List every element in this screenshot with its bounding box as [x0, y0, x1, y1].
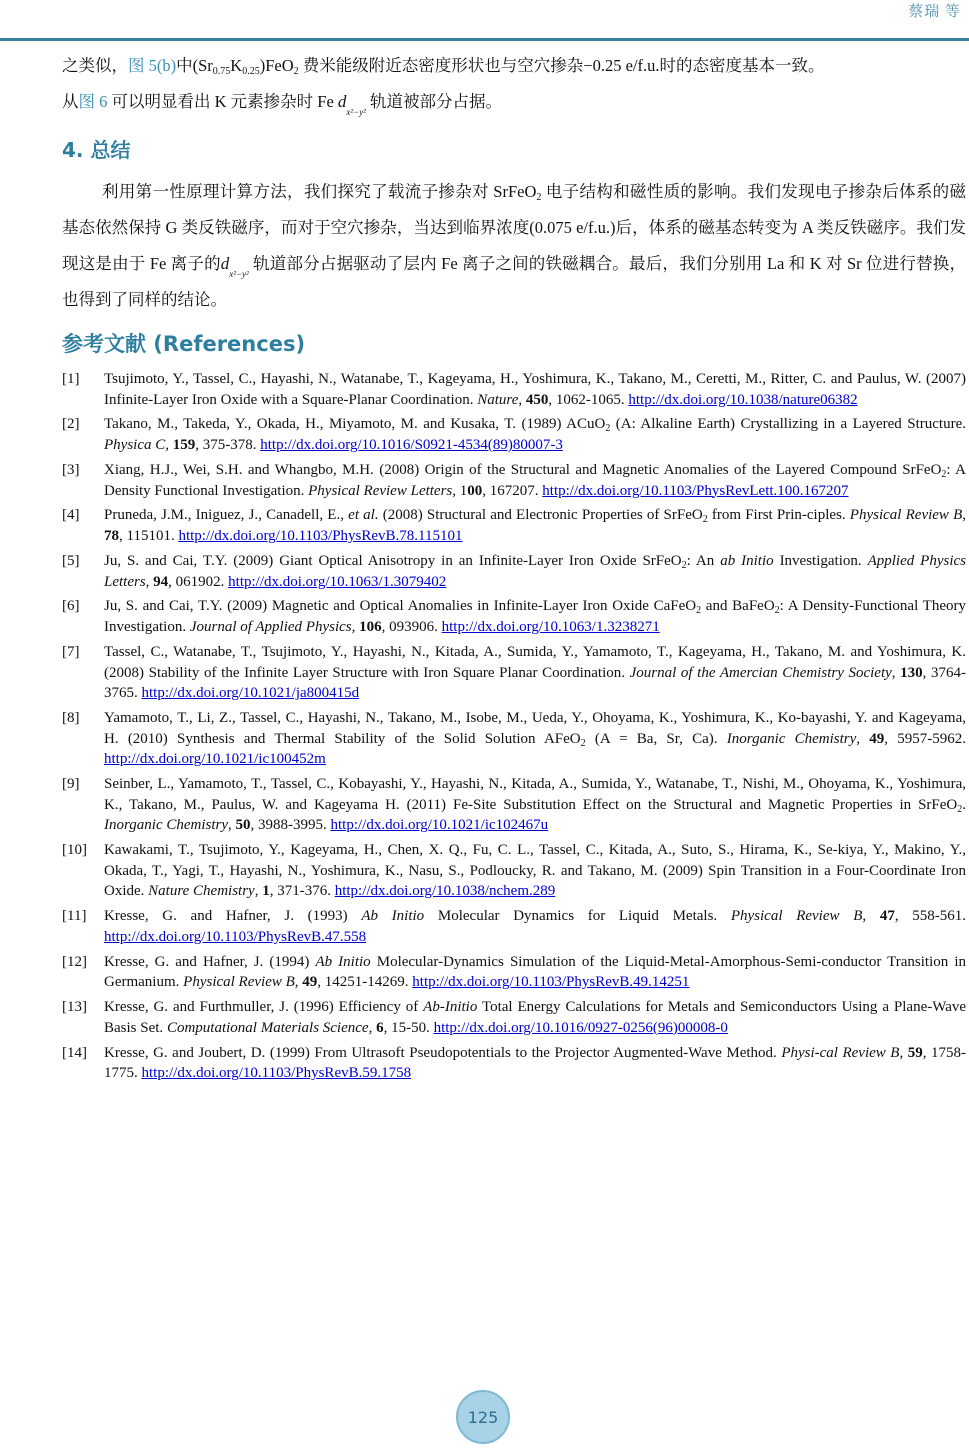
italic-text: Nature Chemistry	[148, 883, 255, 900]
reference-text	[104, 596, 966, 637]
text: 电子结构和磁性质的影响。我们发现电子掺杂后体系的磁基态依然保持 G 类反铁磁序，而对于空穴掺杂，当达到临界浓度(0.075 e/f.u.)后，体系的磁基态转变为 A 类反铁磁序。我们发现这是由于 Fe 离子的	[62, 182, 967, 273]
reference-number: [14]	[62, 1044, 87, 1061]
running-header-authors: 蔡瑞 等	[908, 4, 961, 20]
summary-paragraph	[62, 174, 966, 318]
text: : An	[686, 552, 721, 569]
reference-text	[104, 369, 966, 410]
text: , 093906.	[381, 619, 442, 636]
reference-number: [4]	[62, 507, 80, 524]
italic-text: Applied Physics Letters	[104, 552, 966, 590]
subscript: 2	[957, 803, 963, 815]
italic-text: Journal of Applied Physics	[189, 619, 352, 636]
figure-6-link[interactable]: 图 6	[78, 92, 108, 111]
reference-text	[104, 997, 966, 1038]
text: ,	[145, 573, 154, 590]
reference-item	[62, 596, 966, 637]
text: Total Energy Calculations for Metals and Semiconductors Using a Plane-Wave Basis Set.	[104, 999, 967, 1036]
subscript: 2	[702, 514, 708, 526]
intro-paragraph	[62, 48, 966, 120]
text: , 3764-3765.	[104, 664, 966, 702]
reference-item	[62, 551, 966, 592]
text: and BaFeO	[701, 598, 775, 615]
text: ,	[891, 664, 901, 681]
volume: 6	[376, 1019, 384, 1036]
reference-item	[62, 952, 966, 993]
text: .	[962, 796, 966, 813]
volume: 159	[172, 437, 196, 454]
reference-number: [11]	[62, 908, 87, 925]
text: Kawakami, T., Tsujimoto, Y., Kageyama, H., Chen, X. Q., Fu, C. L., Tassel, C., Kitada, A., Suto, S., Hirama, K., Se-kiya, Y., Makino, Y., Okada, T., Yagi, T., Hayashi, N., Yoshimura, K., Nasu, S., Podloucky, R. and Takano, M. (2009) Spin Transition in a Four-Coordinate Iron Oxide.	[104, 842, 966, 900]
doi-link[interactable]: http://dx.doi.org/10.1103/PhysRevB.78.115101	[178, 528, 463, 545]
text: Kresse, G. and Hafner, J. (1994)	[104, 953, 316, 970]
volume: 59	[907, 1044, 923, 1061]
reference-item	[62, 774, 966, 836]
reference-number: [13]	[62, 999, 87, 1016]
reference-item	[62, 906, 966, 947]
text: (A: Alkaline Earth) Crystallizing in a Layered Structure.	[610, 416, 966, 433]
subscript: 2	[293, 66, 299, 77]
text: Molecular-Dynamics Simulation of the Liquid-Metal-Amorphous-Semi-conductor Transition in Germanium.	[104, 953, 966, 991]
text: 费米能级附近态密度形状也与空穴掺杂−0.25 e/f.u.时的态密度基本一致。	[298, 56, 825, 75]
text: Takano, M., Takeda, Y., Okada, H., Miyamoto, M. and Kusaka, T. (1989) ACuO	[104, 416, 606, 433]
italic-text: Inorganic Chemistry	[104, 817, 229, 834]
doi-link[interactable]: http://dx.doi.org/10.1038/nature06382	[628, 391, 858, 408]
volume: 78	[104, 528, 119, 545]
subscript: 2	[774, 605, 780, 617]
text: Seinber, L., Yamamoto, T., Tassel, C., Kobayashi, Y., Hayashi, N., Kitada, A., Sumida, Y., Watanabe, T., Nishi, M., Ohoyama, K., Yoshimura, K., Takano, M., Paulus, W. and Kageyama H. (2011) Fe-Site Substitution Effect on the Structural and Magnetic Properties in SrFeO	[104, 776, 966, 813]
reference-number: [7]	[62, 643, 80, 660]
text: Xiang, H.J., Wei, S.H. and Whangbo, M.H. (2008) Origin of the Structural and Magnetic Anomalies of the Layered Compound SrFeO	[104, 461, 942, 478]
reference-text	[104, 840, 966, 902]
reference-number: [6]	[62, 598, 80, 615]
doi-link[interactable]: http://dx.doi.org/10.1038/nchem.289	[334, 883, 556, 900]
italic-text: Ab-Initio	[423, 999, 478, 1016]
subscript: 0.25	[242, 66, 260, 77]
volume: 1	[262, 883, 270, 900]
reference-number: [1]	[62, 371, 80, 387]
reference-number: [3]	[62, 461, 80, 478]
reference-text	[104, 1043, 966, 1084]
reference-item	[62, 414, 966, 455]
reference-item	[62, 460, 966, 501]
text: , 061902.	[168, 573, 229, 590]
text: , 375-378.	[195, 437, 261, 454]
reference-number: [8]	[62, 709, 80, 726]
doi-link[interactable]: http://dx.doi.org/10.1021/ja800415d	[141, 685, 360, 702]
text: Yamamoto, T., Li, Z., Tassel, C., Hayashi, N., Takano, M., Isobe, M., Ueda, Y., Ohoyama, K., Yoshimura, K., Ko-bayashi, Y. and Kageyama, H. (2010) Synthesis and Thermal Stability of the Solid Solution AFeO	[104, 709, 966, 747]
reference-text	[104, 952, 966, 993]
text: : A Density Functional Investigation.	[104, 461, 966, 499]
subscript: 2	[696, 605, 702, 617]
text: ,	[518, 391, 526, 408]
doi-link[interactable]: http://dx.doi.org/10.1103/PhysRevLett.100.167207	[542, 482, 849, 499]
references-heading: 参考文献 (References)	[62, 332, 306, 356]
text: Investigation.	[773, 552, 868, 569]
italic-text: Nature	[477, 391, 519, 408]
text: : A Density-Functional Theory Investigation.	[104, 598, 966, 636]
reference-item	[62, 505, 966, 546]
subscript: 2	[941, 468, 947, 480]
text: from First Prin-ciples.	[707, 507, 850, 524]
text: ,	[962, 507, 967, 524]
reference-number: [10]	[62, 842, 87, 859]
text: Kresse, G. and Hafner, J. (1993)	[104, 908, 362, 925]
doi-link[interactable]: http://dx.doi.org/10.1103/PhysRevB.59.1758	[141, 1065, 412, 1082]
italic-text: Ab Initio	[361, 908, 425, 925]
orbital-symbol: d	[337, 92, 347, 111]
text: Kresse, G. and Furthmuller, J. (1996) Efficiency of	[104, 999, 424, 1016]
text: 中(Sr	[176, 56, 213, 75]
reference-text	[104, 460, 966, 501]
italic-text: Physical Review B	[849, 507, 963, 524]
reference-number: [9]	[62, 776, 80, 793]
italic-text: Inorganic Chemistry	[726, 730, 857, 747]
text: , 14251-14269.	[317, 974, 413, 991]
text: , 558-561.	[894, 908, 967, 925]
doi-link[interactable]: http://dx.doi.org/10.1063/1.3238271	[441, 619, 660, 636]
text: )FeO	[259, 56, 294, 75]
doi-link[interactable]: http://dx.doi.org/10.1021/ic102467u	[330, 817, 549, 834]
reference-text	[104, 774, 966, 836]
reference-item	[62, 997, 966, 1038]
text: , 1	[452, 482, 468, 499]
volume: 49	[869, 730, 885, 747]
orbital-subscript: x²−y²	[346, 107, 366, 117]
reference-item	[62, 840, 966, 902]
italic-text: Physical Review B	[183, 974, 295, 991]
section-heading-summary: 4. 总结	[62, 138, 131, 162]
text: ,	[856, 730, 870, 747]
header-divider	[0, 38, 969, 41]
doi-link[interactable]: http://dx.doi.org/10.1103/PhysRevB.49.14251	[412, 974, 690, 991]
volume: 94	[153, 573, 169, 590]
text: ,	[294, 974, 303, 991]
orbital-subscript: x²−y²	[229, 269, 249, 279]
reference-text	[104, 708, 966, 770]
reference-item	[62, 1043, 966, 1084]
reference-number: [5]	[62, 552, 80, 569]
reference-number: [2]	[62, 416, 80, 433]
italic-text: et al.	[348, 507, 379, 524]
reference-number: [12]	[62, 953, 87, 970]
text: ,	[254, 883, 263, 900]
text: (2008) Structural and Electronic Properties of SrFeO	[378, 507, 703, 524]
text: K	[230, 56, 243, 75]
text: Ju, S. and Cai, T.Y. (2009) Giant Optical Anisotropy in an Infinite-Layer Iron Oxide SrFeO	[104, 552, 682, 569]
text: ,	[351, 619, 360, 636]
text: 利用第一性原理计算方法，我们探究了载流子掺杂对 SrFeO	[102, 182, 537, 201]
text: 之类似，	[62, 56, 128, 75]
figure-5b-link[interactable]: 图 5(b)	[128, 56, 177, 75]
text: , 1062-1065.	[548, 391, 629, 408]
subscript: 2	[681, 559, 687, 571]
page-number: 125	[456, 1390, 510, 1444]
volume: 106	[359, 619, 382, 636]
italic-text: Physical Review Letters	[308, 482, 453, 499]
text: , 115101.	[119, 528, 179, 545]
subscript: 2	[536, 192, 542, 203]
text: Kresse, G. and Joubert, D. (1999) From Ultrasoft Pseudopotentials to the Projector Augmented-Wave Method.	[104, 1044, 782, 1061]
doi-link[interactable]: http://dx.doi.org/10.1103/PhysRevB.47.558	[104, 928, 367, 945]
doi-link[interactable]: http://dx.doi.org/10.1021/ic100452m	[104, 751, 326, 768]
reference-text	[104, 414, 966, 455]
volume: 50	[235, 817, 251, 834]
text: (A = Ba, Sr, Ca).	[585, 730, 727, 747]
text: , 3988-3995.	[250, 817, 331, 834]
text: , 5957-5962.	[884, 730, 967, 747]
reference-item	[62, 369, 966, 410]
volume: 450	[525, 391, 549, 408]
italic-text: Physi-cal Review B	[781, 1044, 900, 1061]
text: , 167207.	[482, 482, 543, 499]
text: Pruneda, J.M., Iniguez, J., Canadell, E.,	[104, 507, 349, 524]
doi-link[interactable]: http://dx.doi.org/10.1016/0927-0256(96)00008-0	[433, 1019, 728, 1036]
text: , 15-50.	[383, 1019, 434, 1036]
text: ,	[899, 1044, 908, 1061]
text: 可以明显看出 K 元素掺杂时 Fe	[107, 92, 338, 111]
text: , 1758-1775.	[104, 1044, 966, 1082]
text: Molecular Dynamics for Liquid Metals.	[424, 908, 731, 925]
italic-text: Journal of the Amercian Chemistry Society	[629, 664, 892, 681]
doi-link[interactable]: http://dx.doi.org/10.1063/1.3079402	[228, 573, 447, 590]
orbital-symbol: d	[220, 254, 230, 273]
volume: 47	[879, 908, 895, 925]
reference-text	[104, 906, 966, 947]
text: Ju, S. and Cai, T.Y. (2009) Magnetic and Optical Anomalies in Infinite-Layer Iron Oxide CaFeO	[104, 598, 697, 615]
text: Tassel, C., Watanabe, T., Tsujimoto, Y., Hayashi, N., Kitada, A., Sumida, Y., Yamamoto, T., Kageyama, H., Takano, M. and Yoshimura, K. (2008) Stability of the Infinite Layer Structure with Iron Square Planar Coordination.	[104, 643, 966, 681]
reference-text	[104, 551, 966, 592]
text: ,	[165, 437, 173, 454]
text: Tsujimoto, Y., Tassel, C., Hayashi, N., Watanabe, T., Kageyama, H., Yoshimura, K., Takano, M., Ceretti, M., Ritter, C. and Paulus, W. (2007) Infinite-Layer Iron Oxide with a Square-Planar Coordination.	[104, 371, 966, 408]
volume: 130	[900, 664, 923, 681]
reference-item	[62, 642, 966, 704]
italic-text: Ab Initio	[315, 953, 371, 970]
text: ,	[228, 817, 236, 834]
reference-item	[62, 708, 966, 770]
italic-text: Physica C	[104, 437, 166, 454]
volume: 49	[302, 974, 318, 991]
text: ,	[368, 1019, 377, 1036]
italic-text: Computational Materials Science	[166, 1019, 369, 1036]
volume: 00	[467, 482, 483, 499]
text: ,	[862, 908, 880, 925]
text: 从	[62, 92, 79, 111]
italic-text: ab Initio	[720, 552, 774, 569]
subscript: 2	[580, 737, 586, 749]
italic-text: Physical Review B	[730, 908, 863, 925]
text: 轨道部分占据驱动了层内 Fe 离子之间的铁磁耦合。最后，我们分别用 La 和 K 对 Sr 位进行替换，也得到了同样的结论。	[62, 254, 966, 309]
reference-text	[104, 642, 966, 704]
reference-text	[104, 505, 966, 546]
doi-link[interactable]: http://dx.doi.org/10.1016/S0921-4534(89)80007-3	[260, 437, 563, 454]
subscript: 0.75	[212, 66, 231, 77]
reference-list	[62, 369, 966, 1088]
text: 轨道被部分占据。	[365, 92, 503, 111]
text: , 371-376.	[269, 883, 335, 900]
subscript: 2	[605, 423, 611, 435]
